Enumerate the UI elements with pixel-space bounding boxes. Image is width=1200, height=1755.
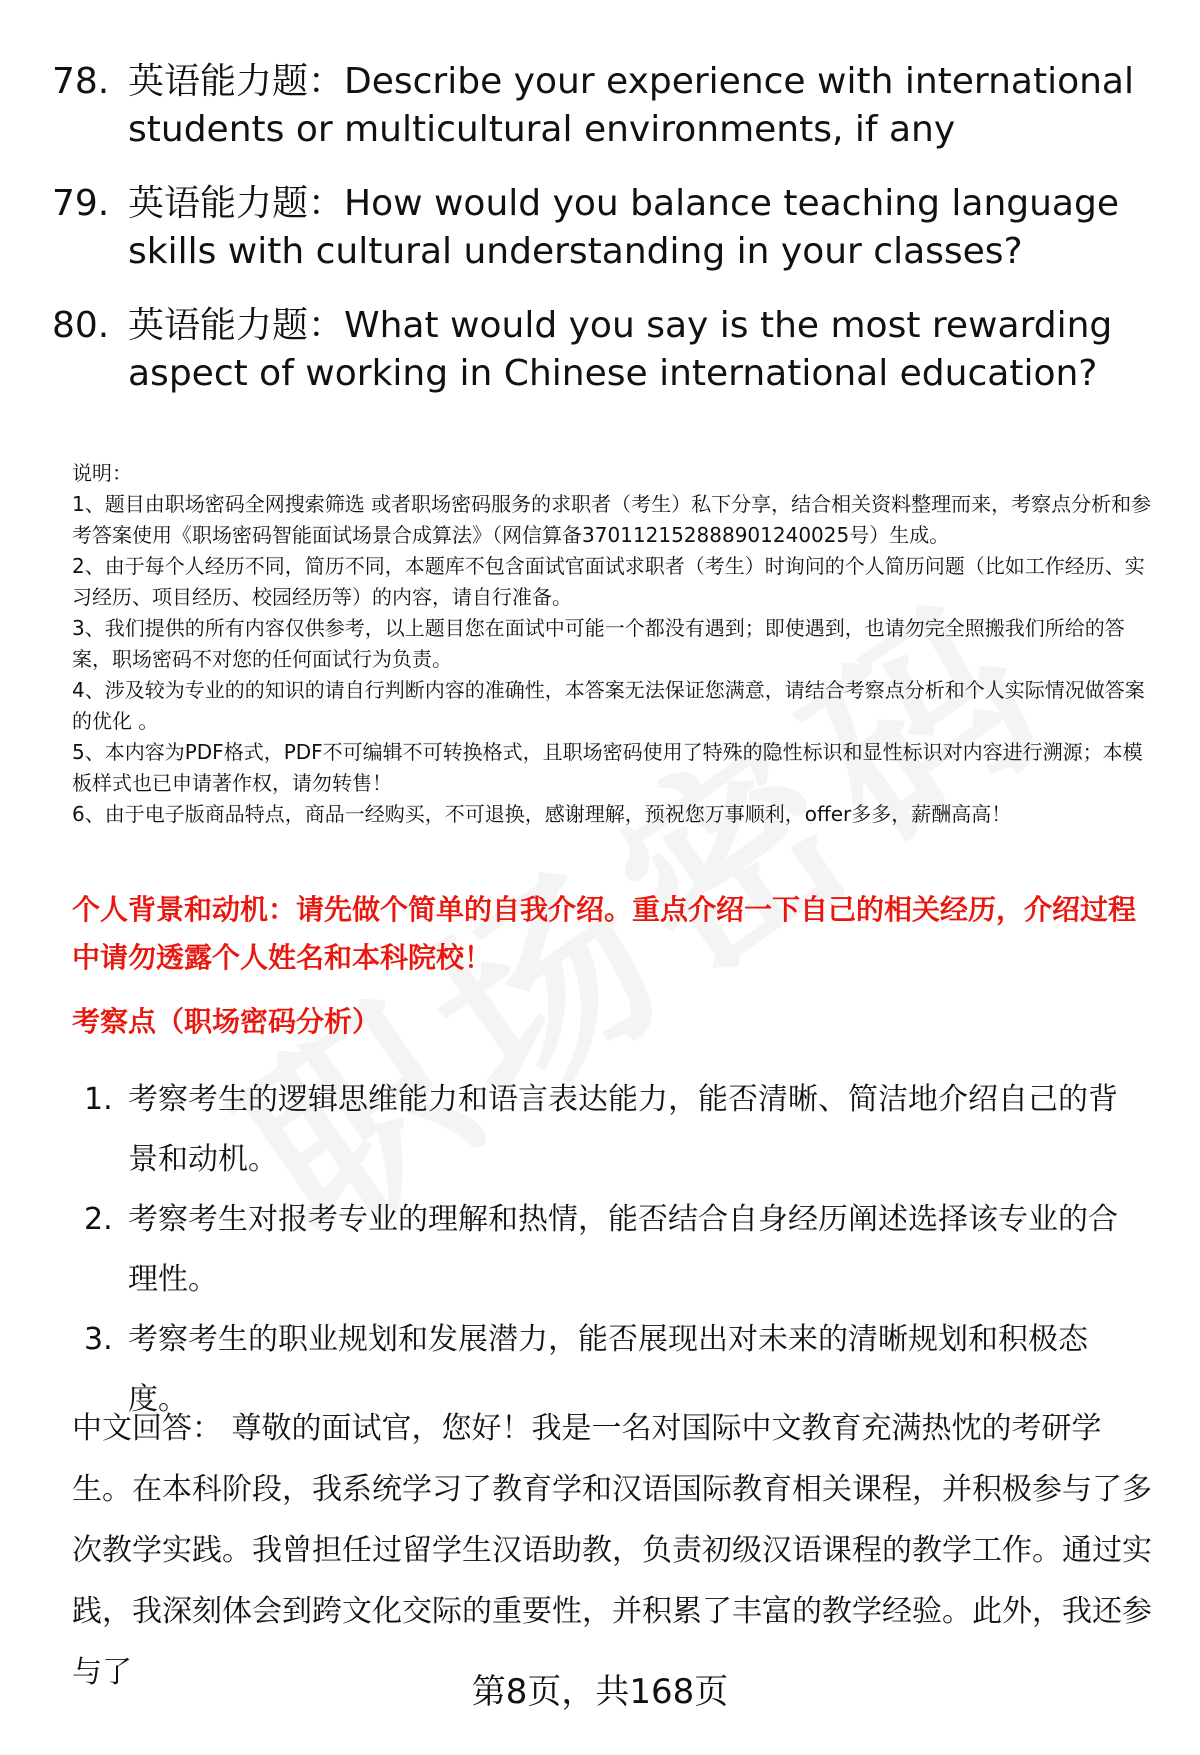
notes-section — [72, 458, 1157, 830]
note-item: 1、题目由职场密码全网搜索筛选 或者职场密码服务的求职者（考生）私下分享，结合相关资料整理而来，考察点分析和参考答案使用《职场密码智能面试场景合成算法》（网信算备370112152888901240025号）生成。 — [72, 492, 1152, 547]
analysis-point — [84, 1190, 1154, 1310]
point-number: 1. — [84, 1082, 113, 1117]
answer-label: 中文回答： — [72, 1411, 222, 1446]
question-number: 79. — [52, 183, 110, 224]
question-text: 英语能力题：What would you say is the most rewarding aspect of working in Chinese international education? — [128, 305, 1113, 394]
question-number: 80. — [52, 305, 110, 346]
answer-text: 尊敬的面试官，您好！我是一名对国际中文教育充满热忱的考研学生。在本科阶段，我系统学习了教育学和汉语国际教育相关课程，并积极参与了多次教学实践。我曾担任过留学生汉语助教，负责初级汉语课程的教学工作。通过实践，我深刻体会到跨文化交际的重要性，并积累了丰富的教学经验。此外，我还参与了 — [72, 1411, 1152, 1690]
question-text: 英语能力题：Describe your experience with international students or multicultural environments, if any — [128, 61, 1134, 150]
question-number: 78. — [52, 61, 110, 102]
notes-heading: 说明： — [72, 461, 132, 485]
point-text: 考察考生的职业规划和发展潜力，能否展现出对未来的清晰规划和积极态度。 — [128, 1322, 1088, 1417]
note-item: 6、由于电子版商品特点，商品一经购买，不可退换，感谢理解，预祝您万事顺利，offer多多，薪酬高高！ — [72, 802, 1012, 826]
point-text: 考察考生对报考专业的理解和热情，能否结合自身经历阐述选择该专业的合理性。 — [128, 1202, 1118, 1297]
analysis-point — [84, 1070, 1154, 1190]
point-number: 3. — [84, 1322, 113, 1357]
question-item — [52, 58, 1152, 154]
page-footer: 第8页，共168页 — [471, 1672, 729, 1712]
question-list — [52, 58, 1152, 424]
analysis-title: 考察点（职场密码分析） — [72, 1005, 381, 1038]
note-item: 2、由于每个人经历不同，简历不同，本题库不包含面试官面试求职者（考生）时询问的个人简历问题（比如工作经历、实习经历、项目经历、校园经历等）的内容，请自行准备。 — [72, 554, 1145, 609]
question-text: 英语能力题：How would you balance teaching language skills with cultural understanding in your classes? — [128, 183, 1119, 272]
question-item — [52, 302, 1152, 398]
question-item — [52, 180, 1152, 276]
note-item: 5、本内容为PDF格式，PDF不可编辑不可转换格式，且职场密码使用了特殊的隐性标识和显性标识对内容进行溯源；本模板样式也已申请著作权，请勿转售！ — [72, 740, 1143, 795]
note-item: 4、涉及较为专业的的知识的请自行判断内容的准确性，本答案无法保证您满意，请结合考察点分析和个人实际情况做答案的优化 。 — [72, 678, 1145, 733]
section-title: 个人背景和动机：请先做个简单的自我介绍。重点介绍一下自己的相关经历，介绍过程中请勿透露个人姓名和本科院校！ — [72, 893, 1137, 974]
answer-paragraph — [72, 1398, 1157, 1703]
point-number: 2. — [84, 1202, 113, 1237]
point-text: 考察考生的逻辑思维能力和语言表达能力，能否清晰、简洁地介绍自己的背景和动机。 — [128, 1082, 1118, 1177]
note-item: 3、我们提供的所有内容仅供参考，以上题目您在面试中可能一个都没有遇到；即使遇到，也请勿完全照搬我们所给的答案，职场密码不对您的任何面试行为负责。 — [72, 616, 1125, 671]
analysis-points — [84, 1070, 1154, 1430]
